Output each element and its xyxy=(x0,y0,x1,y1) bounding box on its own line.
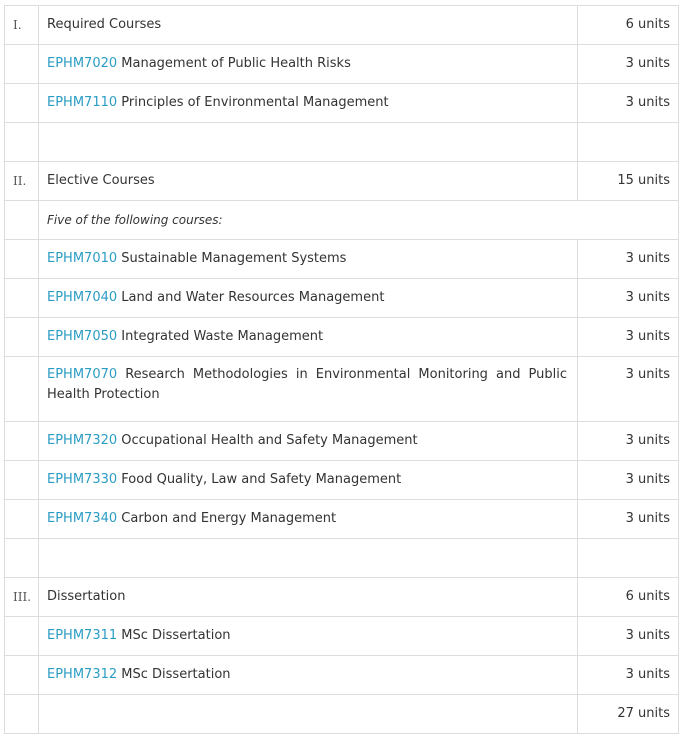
course-row xyxy=(5,357,679,422)
course-code-link[interactable]: EPHM7340 xyxy=(47,511,118,526)
spacer-row xyxy=(5,539,679,578)
course-name: Integrated Waste Management xyxy=(121,329,324,344)
section-header-row xyxy=(5,578,679,617)
course-units: 3 units xyxy=(578,357,679,422)
course-row xyxy=(5,422,679,461)
curriculum-container xyxy=(4,5,679,734)
total-units: 27 units xyxy=(578,695,679,734)
course-name: Principles of Environmental Management xyxy=(121,95,389,110)
course-name: Sustainable Management Systems xyxy=(121,251,347,266)
course-row xyxy=(5,656,679,695)
course-code-link[interactable]: EPHM7040 xyxy=(47,290,118,305)
course-code-link[interactable]: EPHM7050 xyxy=(47,329,118,344)
course-code-link[interactable]: EPHM7311 xyxy=(47,628,118,643)
course-row xyxy=(5,84,679,123)
section-title: Elective Courses xyxy=(39,162,578,201)
course-row xyxy=(5,617,679,656)
course-code-link[interactable]: EPHM7320 xyxy=(47,433,118,448)
course-code-link[interactable]: EPHM7020 xyxy=(47,56,118,71)
course-row xyxy=(5,461,679,500)
course-units: 3 units xyxy=(578,279,679,318)
note-row xyxy=(5,201,679,240)
course-units: 3 units xyxy=(578,461,679,500)
course-code-link[interactable]: EPHM7070 xyxy=(47,367,118,382)
section-units: 15 units xyxy=(578,162,679,201)
course-units: 3 units xyxy=(578,500,679,539)
section-numeral: I. xyxy=(5,6,39,45)
course-name: MSc Dissertation xyxy=(121,667,231,682)
course-units: 3 units xyxy=(578,318,679,357)
course-units: 3 units xyxy=(578,656,679,695)
course-units: 3 units xyxy=(578,84,679,123)
section-header-row xyxy=(5,6,679,45)
course-units: 3 units xyxy=(578,617,679,656)
course-row xyxy=(5,318,679,357)
course-row xyxy=(5,279,679,318)
section-units: 6 units xyxy=(578,578,679,617)
course-code-link[interactable]: EPHM7330 xyxy=(47,472,118,487)
course-row xyxy=(5,240,679,279)
section-numeral: II. xyxy=(5,162,39,201)
section-units: 6 units xyxy=(578,6,679,45)
elective-note: Five of the following courses: xyxy=(47,212,223,227)
course-code-link[interactable]: EPHM7010 xyxy=(47,251,118,266)
course-code-link[interactable]: EPHM7312 xyxy=(47,667,118,682)
course-units: 3 units xyxy=(578,422,679,461)
course-name: Carbon and Energy Management xyxy=(121,511,337,526)
course-name: Research Methodologies in Environmental Monitoring and Public Health Protection xyxy=(47,367,567,402)
spacer-row xyxy=(5,123,679,162)
course-code-link[interactable]: EPHM7110 xyxy=(47,95,118,110)
course-row xyxy=(5,500,679,539)
course-name: Food Quality, Law and Safety Management xyxy=(121,472,402,487)
section-title: Required Courses xyxy=(39,6,578,45)
course-name: Land and Water Resources Management xyxy=(121,290,385,305)
course-units: 3 units xyxy=(578,45,679,84)
section-numeral: III. xyxy=(5,578,39,617)
course-name: Management of Public Health Risks xyxy=(121,56,351,71)
course-units: 3 units xyxy=(578,240,679,279)
curriculum-table xyxy=(4,5,679,734)
section-header-row xyxy=(5,162,679,201)
course-row xyxy=(5,45,679,84)
section-title: Dissertation xyxy=(39,578,578,617)
course-name: MSc Dissertation xyxy=(121,628,231,643)
course-name: Occupational Health and Safety Management xyxy=(121,433,418,448)
